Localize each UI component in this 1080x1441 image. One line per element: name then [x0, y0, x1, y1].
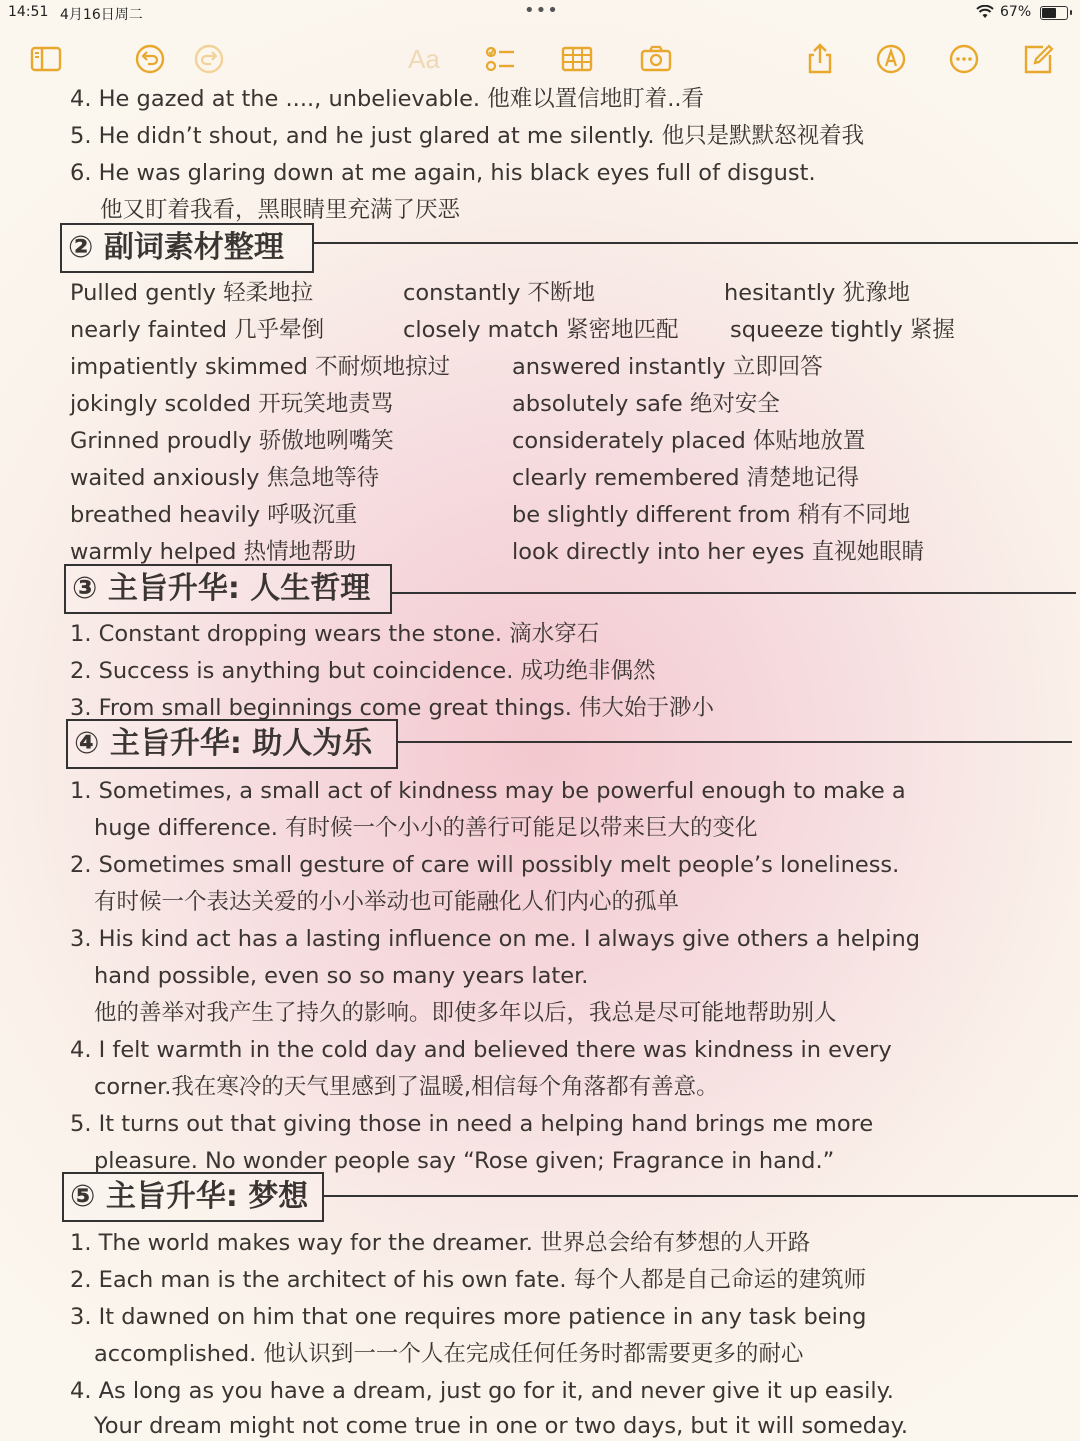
section-heading: ④ 主旨升华: 助人为乐 [66, 719, 398, 769]
checklist-icon[interactable] [480, 36, 520, 82]
adverb-item: closely match 紧密地匹配 [403, 317, 679, 343]
adverb-item: hesitantly 犹豫地 [724, 280, 910, 306]
note-line: 2. Sometimes small gesture of care will possibly melt people’s loneliness. [70, 852, 900, 878]
note-line: 有时候一个表达关爱的小小举动也可能融化人们内心的孤单 [94, 889, 680, 915]
section-divider [392, 592, 1076, 594]
note-line: 4. He gazed at the ...., unbelievable. 他难以置信地盯着..看 [70, 86, 705, 112]
markup-pen-icon[interactable] [871, 36, 911, 82]
adverb-item: waited anxiously 焦急地等待 [70, 465, 380, 491]
note-line: 4. As long as you have a dream, just go for it, and never give it up easily. [70, 1378, 894, 1404]
adverb-item: absolutely safe 绝对安全 [512, 391, 780, 417]
adverb-item: warmly helped 热情地帮助 [70, 539, 357, 565]
note-line: 1. The world makes way for the dreamer. 世界总会给有梦想的人开路 [70, 1230, 811, 1256]
note-line: 2. Success is anything but coincidence. 成功绝非偶然 [70, 658, 656, 684]
redo-icon[interactable] [189, 36, 229, 82]
status-date: 4月16日周二 [60, 7, 143, 23]
format-text-button[interactable]: Aa [408, 43, 440, 74]
adverb-item: look directly into her eyes 直视她眼睛 [512, 539, 925, 565]
adverb-item: considerately placed 体贴地放置 [512, 428, 866, 454]
section-divider [324, 1195, 1078, 1197]
adverb-item: Pulled gently 轻柔地拉 [70, 280, 314, 306]
status-bar [0, 0, 1080, 26]
note-line: huge difference. 有时候一个小小的善行可能足以带来巨大的变化 [94, 815, 758, 841]
status-time: 14:51 [8, 4, 49, 20]
adverb-item: impatiently skimmed 不耐烦地掠过 [70, 354, 451, 380]
battery-icon [1040, 6, 1068, 20]
multitasking-dots-icon[interactable]: ••• [524, 0, 559, 21]
section-divider [314, 242, 1078, 244]
sidebar-toggle-icon[interactable] [26, 36, 66, 82]
section-heading: ⑤ 主旨升华: 梦想 [62, 1172, 324, 1222]
note-line: 5. He didn’t shout, and he just glared at me silently. 他只是默默怒视着我 [70, 123, 865, 149]
adverb-item: nearly fainted 几乎晕倒 [70, 317, 325, 343]
undo-icon[interactable] [130, 36, 170, 82]
note-line: 2. Each man is the architect of his own fate. 每个人都是自己命运的建筑师 [70, 1267, 867, 1293]
section-divider [398, 741, 1072, 743]
note-line: 1. Sometimes, a small act of kindness may be powerful enough to make a [70, 778, 906, 804]
note-line: pleasure. No wonder people say “Rose given; Fragrance in hand.” [94, 1148, 835, 1174]
battery-percent: 67% [1000, 4, 1032, 20]
adverb-item: Grinned proudly 骄傲地咧嘴笑 [70, 428, 394, 454]
note-line: 1. Constant dropping wears the stone. 滴水穿石 [70, 621, 600, 647]
note-line: hand possible, even so so many years later. [94, 963, 589, 989]
note-line: corner.我在寒冷的天气里感到了温暖,相信每个角落都有善意。 [94, 1074, 719, 1100]
note-line: 4. I felt warmth in the cold day and believed there was kindness in every [70, 1037, 892, 1063]
section-heading: ② 副词素材整理 [60, 223, 314, 273]
adverb-item: be slightly different from 稍有不同地 [512, 502, 911, 528]
note-line: 他又盯着我看，黑眼睛里充满了厌恶 [100, 197, 461, 223]
share-icon[interactable] [800, 36, 840, 82]
note-line: Your dream might not come true in one or two days, but it will someday. [94, 1413, 909, 1439]
adverb-item: clearly remembered 清楚地记得 [512, 465, 860, 491]
camera-icon[interactable] [636, 36, 676, 82]
note-line: 3. From small beginnings come great things. 伟大始于渺小 [70, 695, 715, 721]
note-line: 他的善举对我产生了持久的影响。即使多年以后，我总是尽可能地帮助别人 [94, 1000, 837, 1026]
notes-toolbar [0, 36, 1080, 82]
section-heading: ③ 主旨升华: 人生哲理 [64, 564, 392, 614]
compose-note-icon[interactable] [1018, 36, 1058, 82]
note-line: accomplished. 他认识到一一个人在完成任何任务时都需要更多的耐心 [94, 1341, 804, 1367]
adverb-item: jokingly scolded 开玩笑地责骂 [70, 391, 394, 417]
adverb-item: answered instantly 立即回答 [512, 354, 823, 380]
adverb-item: breathed heavily 呼吸沉重 [70, 502, 358, 528]
note-line: 6. He was glaring down at me again, his black eyes full of disgust. [70, 160, 816, 186]
table-icon[interactable] [557, 36, 597, 82]
note-line: 3. It dawned on him that one requires more patience in any task being [70, 1304, 867, 1330]
wifi-icon [976, 5, 994, 23]
note-line: 5. It turns out that giving those in need a helping hand brings me more [70, 1111, 874, 1137]
adverb-item: constantly 不断地 [403, 280, 596, 306]
adverb-item: squeeze tightly 紧握 [730, 317, 955, 343]
note-line: 3. His kind act has a lasting influence on me. I always give others a helping [70, 926, 921, 952]
more-options-icon[interactable] [944, 36, 984, 82]
